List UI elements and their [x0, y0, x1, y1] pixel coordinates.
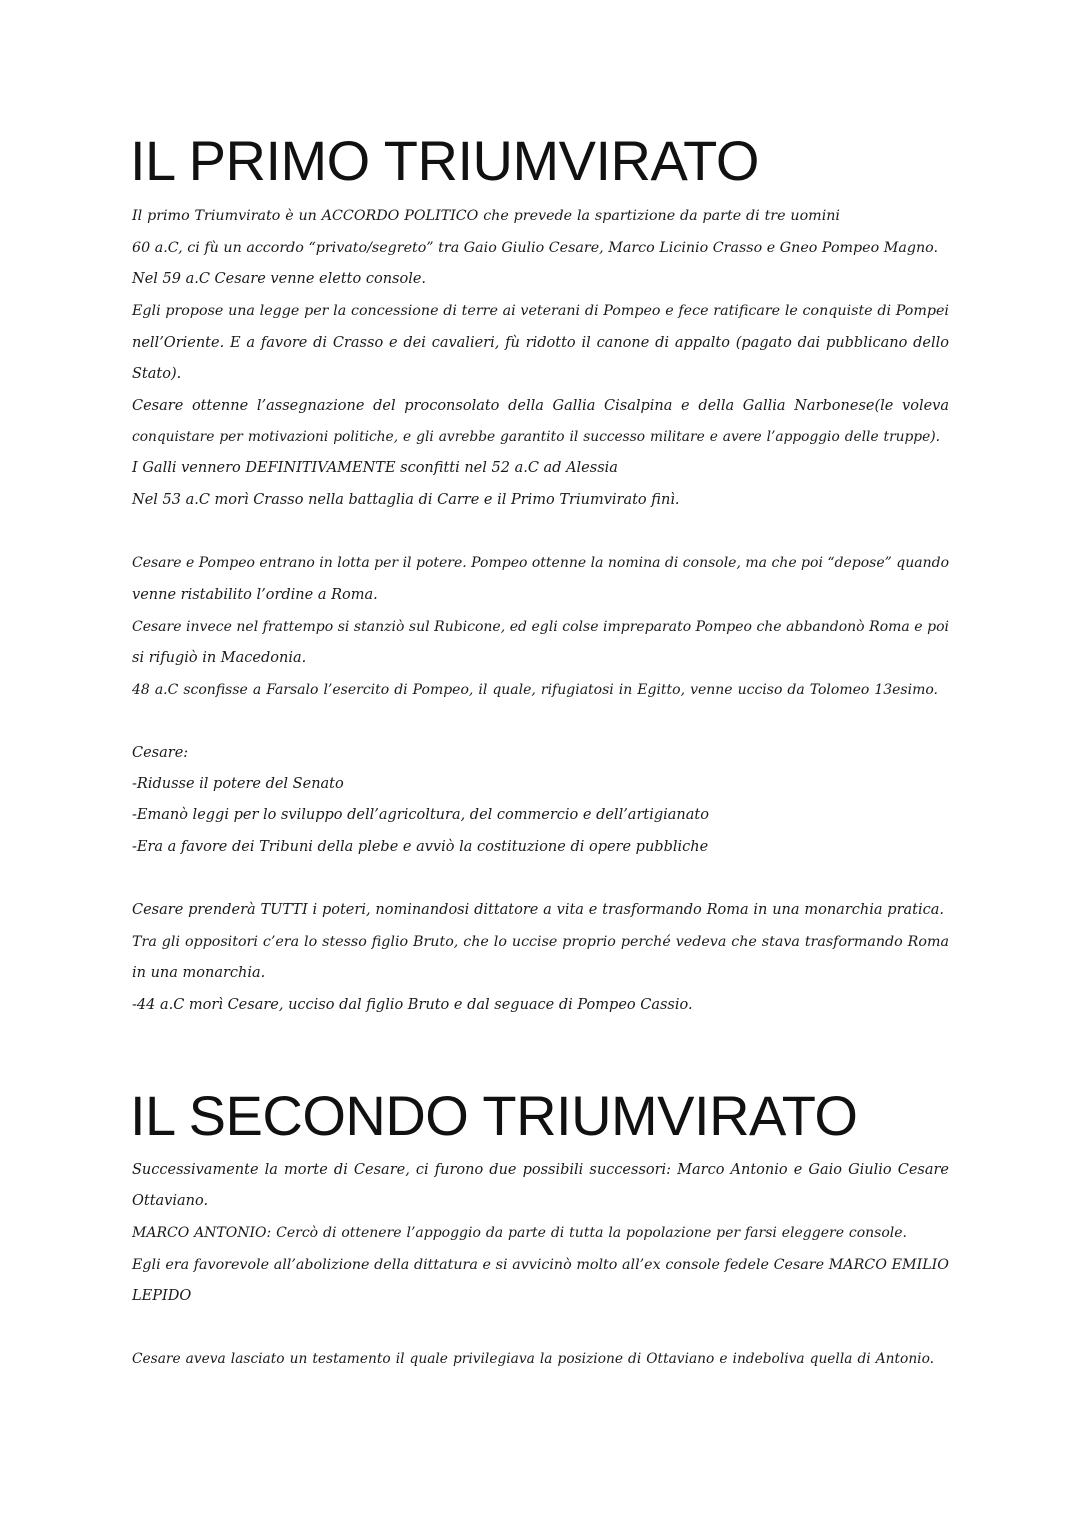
- text-line: Nel 59 a.C Cesare venne eletto console.: [132, 271, 427, 287]
- list-item: -Ridusse il potere del Senato: [132, 776, 344, 792]
- text-line: Cesare:: [132, 745, 189, 761]
- text-line: Stato).: [132, 366, 182, 382]
- text-line: Ottaviano.: [132, 1193, 209, 1209]
- text-line: Nel 53 a.C morì Crasso nella battaglia di Carre e il Primo Triumvirato finì.: [132, 492, 680, 508]
- text-line: Cesare aveva lasciato un testamento il quale privilegiava la posizione di Ottaviano e indeboliva quella di Antonio.: [132, 1351, 934, 1367]
- text-line: -44 a.C morì Cesare, ucciso dal figlio Bruto e dal seguace di Pompeo Cassio.: [132, 997, 693, 1013]
- text-line: I Galli vennero DEFINITIVAMENTE sconfitti nel 52 a.C ad Alessia: [132, 460, 618, 476]
- text-line: Cesare ottenne l’assegnazione del proconsolato della Gallia Cisalpina e della Gallia Narbonese(le voleva: [132, 398, 949, 414]
- text-line: 60 a.C, ci fù un accordo “privato/segreto” tra Gaio Giulio Cesare, Marco Licinio Crasso e Gneo Pompeo Magno.: [132, 240, 938, 256]
- text-line: venne ristabilito l’ordine a Roma.: [132, 587, 378, 603]
- text-line: MARCO ANTONIO: Cercò di ottenere l’appoggio da parte di tutta la popolazione per farsi eleggere console.: [132, 1225, 907, 1241]
- text-line: Tra gli oppositori c’era lo stesso figlio Bruto, che lo uccise proprio perché vedeva che stava trasformando Roma: [132, 934, 949, 950]
- text-line: in una monarchia.: [132, 965, 266, 981]
- text-line: LEPIDO: [132, 1288, 192, 1304]
- text-line: Cesare prenderà TUTTI i poteri, nominandosi dittatore a vita e trasformando Roma in una monarchia pratica.: [132, 902, 944, 918]
- text-line: conquistare per motivazioni politiche, e gli avrebbe garantito il successo militare e avere l’appoggio delle truppe).: [132, 429, 940, 445]
- section-title-primo-triumvirato: IL PRIMO TRIUMVIRATO: [130, 129, 759, 192]
- list-item: -Emanò leggi per lo sviluppo dell’agricoltura, del commercio e dell’artigianato: [132, 807, 709, 823]
- text-line: Il primo Triumvirato è un ACCORDO POLITICO che prevede la spartizione da parte di tre uomini: [132, 208, 840, 224]
- text-line: Egli era favorevole all’abolizione della dittatura e si avvicinò molto all’ex console fedele Cesare MARCO EMILIO: [132, 1257, 949, 1273]
- section-title-secondo-triumvirato: IL SECONDO TRIUMVIRATO: [130, 1084, 858, 1147]
- list-item: -Era a favore dei Tribuni della plebe e avviò la costituzione di opere pubbliche: [132, 839, 709, 855]
- text-line: 48 a.C sconfisse a Farsalo l’esercito di Pompeo, il quale, rifugiatosi in Egitto, venne ucciso da Tolomeo 13esimo.: [132, 682, 938, 698]
- text-line: si rifugiò in Macedonia.: [132, 650, 307, 666]
- text-line: Cesare e Pompeo entrano in lotta per il potere. Pompeo ottenne la nomina di console, ma che poi “depose” quando: [132, 555, 949, 571]
- text-line: nell’Oriente. E a favore di Crasso e dei cavalieri, fù ridotto il canone di appalto (pagato dai pubblicano dello: [132, 335, 949, 351]
- text-line: Egli propose una legge per la concessione di terre ai veterani di Pompeo e fece ratificare le conquiste di Pompei: [132, 303, 949, 319]
- text-line: Successivamente la morte di Cesare, ci furono due possibili successori: Marco Antonio e Gaio Giulio Cesare: [132, 1162, 949, 1178]
- text-line: Cesare invece nel frattempo si stanziò sul Rubicone, ed egli colse impreparato Pompeo che abbandonò Roma e poi: [132, 619, 949, 635]
